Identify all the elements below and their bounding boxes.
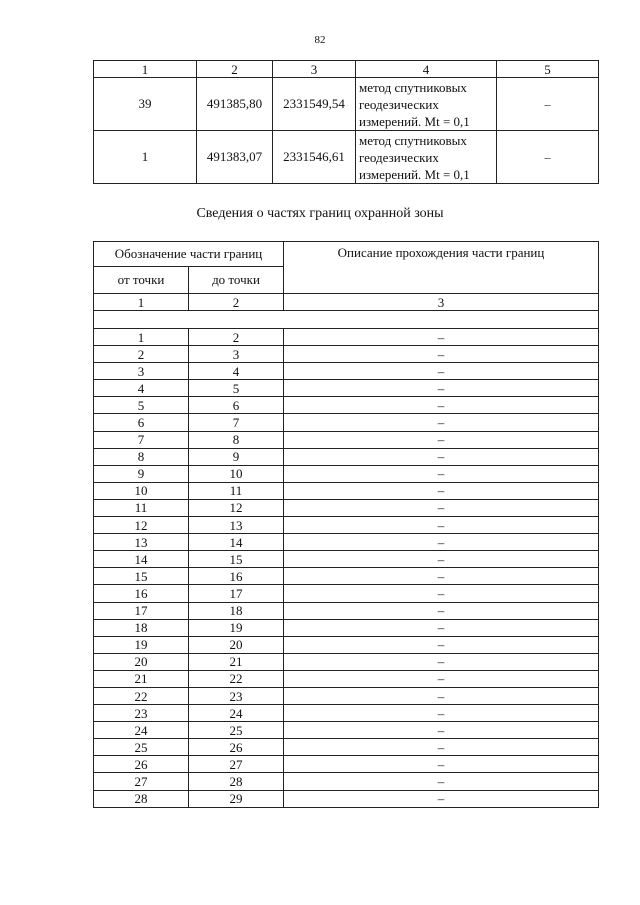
part-description: – bbox=[284, 329, 599, 346]
to-point: 17 bbox=[189, 585, 284, 602]
table-row bbox=[94, 790, 599, 807]
part-description: – bbox=[284, 739, 599, 756]
to-point: 3 bbox=[189, 346, 284, 363]
from-point: 15 bbox=[94, 568, 189, 585]
to-point: 5 bbox=[189, 380, 284, 397]
table-row bbox=[94, 499, 599, 516]
from-point: 27 bbox=[94, 773, 189, 790]
to-point: 14 bbox=[189, 534, 284, 551]
boundary-parts-table bbox=[93, 241, 599, 808]
column-5-value: – bbox=[497, 78, 599, 131]
from-point: 3 bbox=[94, 363, 189, 380]
parts-column-numbers-row bbox=[94, 294, 599, 311]
from-point: 19 bbox=[94, 636, 189, 653]
part-description: – bbox=[284, 585, 599, 602]
to-point: 7 bbox=[189, 414, 284, 431]
to-point: 6 bbox=[189, 397, 284, 414]
to-point: 28 bbox=[189, 773, 284, 790]
from-point: 28 bbox=[94, 790, 189, 807]
table-row bbox=[94, 739, 599, 756]
part-description: – bbox=[284, 482, 599, 499]
table-row bbox=[94, 722, 599, 739]
description-header: Описание прохождения части границ bbox=[284, 242, 599, 294]
column-number-4: 4 bbox=[356, 61, 497, 78]
method-line: геодезических bbox=[359, 96, 439, 112]
part-description: – bbox=[284, 499, 599, 516]
coordinates-header-row bbox=[94, 61, 599, 78]
to-point: 12 bbox=[189, 499, 284, 516]
x-coordinate: 491385,80 bbox=[197, 78, 273, 131]
to-point: 4 bbox=[189, 363, 284, 380]
point-number: 1 bbox=[94, 131, 197, 184]
to-point: 10 bbox=[189, 465, 284, 482]
table-row bbox=[94, 346, 599, 363]
table-row bbox=[94, 687, 599, 704]
from-point: 18 bbox=[94, 619, 189, 636]
part-description: – bbox=[284, 380, 599, 397]
from-point: 5 bbox=[94, 397, 189, 414]
from-point-header: от точки bbox=[94, 267, 189, 294]
from-point: 13 bbox=[94, 534, 189, 551]
table-row bbox=[94, 380, 599, 397]
table-row bbox=[94, 397, 599, 414]
table-row bbox=[94, 414, 599, 431]
to-point: 25 bbox=[189, 722, 284, 739]
to-point: 18 bbox=[189, 602, 284, 619]
part-description: – bbox=[284, 397, 599, 414]
to-point: 23 bbox=[189, 687, 284, 704]
from-point: 16 bbox=[94, 585, 189, 602]
to-point: 8 bbox=[189, 431, 284, 448]
table-row bbox=[94, 568, 599, 585]
method-line: геодезических bbox=[359, 149, 439, 165]
column-number-5: 5 bbox=[497, 61, 599, 78]
table-row bbox=[94, 465, 599, 482]
part-description: – bbox=[284, 705, 599, 722]
method-line: измерений. Mt = 0,1 bbox=[359, 166, 470, 182]
column-number-3: 3 bbox=[284, 294, 599, 311]
part-description: – bbox=[284, 568, 599, 585]
to-point: 9 bbox=[189, 448, 284, 465]
table-row bbox=[94, 78, 599, 131]
table-row bbox=[94, 773, 599, 790]
to-point: 29 bbox=[189, 790, 284, 807]
table-row bbox=[94, 482, 599, 499]
part-description: – bbox=[284, 517, 599, 534]
part-description: – bbox=[284, 790, 599, 807]
part-description: – bbox=[284, 534, 599, 551]
from-point: 24 bbox=[94, 722, 189, 739]
table-row bbox=[94, 705, 599, 722]
table-row bbox=[94, 329, 599, 346]
column-number-1: 1 bbox=[94, 294, 189, 311]
part-description: – bbox=[284, 619, 599, 636]
to-point: 20 bbox=[189, 636, 284, 653]
part-description: – bbox=[284, 722, 599, 739]
table-row bbox=[94, 431, 599, 448]
part-description: – bbox=[284, 363, 599, 380]
table-row bbox=[94, 756, 599, 773]
table-row bbox=[94, 619, 599, 636]
from-point: 23 bbox=[94, 705, 189, 722]
table-row bbox=[94, 363, 599, 380]
column-number-2: 2 bbox=[197, 61, 273, 78]
part-description: – bbox=[284, 448, 599, 465]
from-point: 17 bbox=[94, 602, 189, 619]
x-coordinate: 491383,07 bbox=[197, 131, 273, 184]
part-description: – bbox=[284, 773, 599, 790]
part-description: – bbox=[284, 653, 599, 670]
to-point: 21 bbox=[189, 653, 284, 670]
table-row bbox=[94, 534, 599, 551]
column-number-2: 2 bbox=[189, 294, 284, 311]
column-5-value: – bbox=[497, 131, 599, 184]
to-point: 15 bbox=[189, 551, 284, 568]
method-line: измерений. Mt = 0,1 bbox=[359, 113, 470, 129]
column-number-3: 3 bbox=[273, 61, 356, 78]
part-description: – bbox=[284, 687, 599, 704]
from-point: 20 bbox=[94, 653, 189, 670]
column-number-1: 1 bbox=[94, 61, 197, 78]
table-row bbox=[94, 602, 599, 619]
from-point: 25 bbox=[94, 739, 189, 756]
y-coordinate: 2331546,61 bbox=[273, 131, 356, 184]
from-point: 2 bbox=[94, 346, 189, 363]
to-point: 26 bbox=[189, 739, 284, 756]
to-point: 24 bbox=[189, 705, 284, 722]
coordinates-table bbox=[93, 60, 599, 184]
part-description: – bbox=[284, 465, 599, 482]
method-line: метод спутниковых bbox=[359, 132, 467, 148]
part-description: – bbox=[284, 670, 599, 687]
from-point: 26 bbox=[94, 756, 189, 773]
section-title: Сведения о частях границ охранной зоны bbox=[196, 206, 444, 221]
part-description: – bbox=[284, 431, 599, 448]
from-point: 22 bbox=[94, 687, 189, 704]
to-point: 19 bbox=[189, 619, 284, 636]
to-point: 27 bbox=[189, 756, 284, 773]
table-row bbox=[94, 636, 599, 653]
to-point: 11 bbox=[189, 482, 284, 499]
page-number: 82 bbox=[314, 34, 326, 46]
empty-separator-row bbox=[94, 311, 599, 329]
to-point: 16 bbox=[189, 568, 284, 585]
table-row bbox=[94, 517, 599, 534]
from-point: 4 bbox=[94, 380, 189, 397]
from-point: 21 bbox=[94, 670, 189, 687]
part-description: – bbox=[284, 602, 599, 619]
point-number: 39 bbox=[94, 78, 197, 131]
y-coordinate: 2331549,54 bbox=[273, 78, 356, 131]
table-row bbox=[94, 131, 599, 184]
parts-header-row-1 bbox=[94, 242, 599, 267]
from-point: 6 bbox=[94, 414, 189, 431]
to-point-header: до точки bbox=[189, 267, 284, 294]
from-point: 1 bbox=[94, 329, 189, 346]
from-point: 9 bbox=[94, 465, 189, 482]
part-description: – bbox=[284, 414, 599, 431]
from-point: 14 bbox=[94, 551, 189, 568]
method-cell bbox=[356, 131, 497, 184]
from-point: 10 bbox=[94, 482, 189, 499]
part-description: – bbox=[284, 551, 599, 568]
to-point: 22 bbox=[189, 670, 284, 687]
from-point: 12 bbox=[94, 517, 189, 534]
table-row bbox=[94, 670, 599, 687]
from-point: 7 bbox=[94, 431, 189, 448]
boundary-part-designation-header: Обозначение части границ bbox=[94, 242, 284, 267]
from-point: 8 bbox=[94, 448, 189, 465]
to-point: 2 bbox=[189, 329, 284, 346]
part-description: – bbox=[284, 636, 599, 653]
table-row bbox=[94, 585, 599, 602]
table-row bbox=[94, 448, 599, 465]
part-description: – bbox=[284, 756, 599, 773]
method-cell bbox=[356, 78, 497, 131]
to-point: 13 bbox=[189, 517, 284, 534]
part-description: – bbox=[284, 346, 599, 363]
table-row bbox=[94, 653, 599, 670]
method-line: метод спутниковых bbox=[359, 79, 467, 95]
empty-separator-cell bbox=[94, 311, 599, 329]
from-point: 11 bbox=[94, 499, 189, 516]
table-row bbox=[94, 551, 599, 568]
